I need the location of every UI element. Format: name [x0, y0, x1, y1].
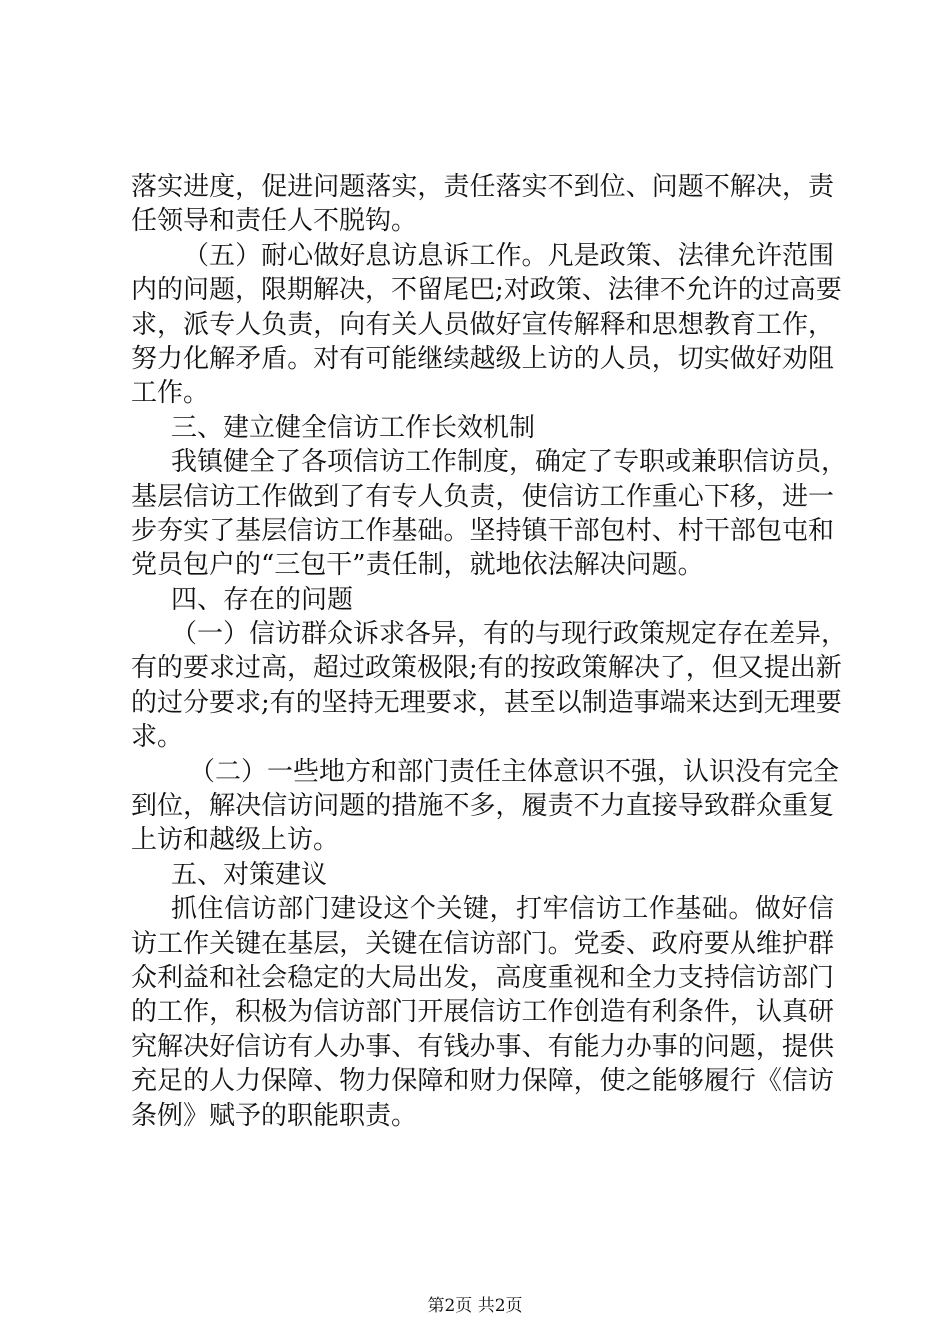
body-text-line: 党员包户的“三包干”责任制，就地依法解决问题。	[131, 550, 704, 581]
body-text-line: 上访和越级上访。	[131, 825, 340, 856]
body-text-line: 访工作关键在基层，关键在信访部门。党委、政府要从维护群	[131, 928, 834, 959]
section-heading: 三、建立健全信访工作长效机制	[171, 412, 536, 443]
body-text-line: 充足的人力保障、物力保障和财力保障，使之能够履行《信访	[131, 1066, 834, 1097]
body-text-line: 基层信访工作做到了有专人负责，使信访工作重心下移，进一	[131, 481, 834, 512]
body-text-line: 的工作，积极为信访部门开展信访工作创造有利条件，认真研	[131, 997, 834, 1028]
body-text-line: 努力化解矛盾。对有可能继续越级上访的人员，切实做好劝阻	[131, 343, 834, 374]
body-text-line: 的过分要求;有的坚持无理要求，甚至以制造事端来达到无理要	[131, 687, 842, 718]
body-text-line: 有的要求过高，超过政策极限;有的按政策解决了，但又提出新	[131, 653, 842, 684]
body-text-line: 求，派专人负责，向有关人员做好宣传解释和思想教育工作，	[131, 309, 834, 340]
body-text-line: 内的问题，限期解决，不留尾巴;对政策、法律不允许的过高要	[131, 275, 842, 306]
body-text-line: 究解决好信访有人办事、有钱办事、有能力办事的问题，提供	[131, 1031, 834, 1062]
body-text-line: 到位，解决信访问题的措施不多，履责不力直接导致群众重复	[131, 791, 834, 822]
section-heading: 五、对策建议	[171, 859, 328, 890]
body-text-line: 条例》赋予的职能职责。	[131, 1100, 418, 1131]
body-text-line: 步夯实了基层信访工作基础。坚持镇干部包村、村干部包屯和	[131, 515, 834, 546]
body-text-line: 任领导和责任人不脱钩。	[131, 206, 418, 237]
page-number-footer: 第2页 共2页	[427, 1296, 523, 1316]
section-heading: 四、存在的问题	[171, 584, 354, 615]
body-text-line: 众利益和社会稳定的大局出发，高度重视和全力支持信访部门	[131, 962, 834, 993]
body-text-line: 抓住信访部门建设这个关键，打牢信访工作基础。做好信	[171, 894, 834, 925]
document-body	[131, 170, 848, 1133]
body-text-line: 工作。	[131, 378, 210, 409]
body-text-line: 我镇健全了各项信访工作制度，确定了专职或兼职信访员，	[171, 447, 848, 478]
body-text-line: 求。	[131, 722, 184, 753]
paragraph-heading-line: （一）信访群众诉求各异，有的与现行政策规定存在差异，	[171, 619, 848, 650]
body-text-line: 落实进度，促进问题落实，责任落实不到位、问题不解决，责	[131, 172, 834, 202]
paragraph-heading-line: （二）一些地方和部门责任主体意识不强，认识没有完全	[189, 756, 840, 787]
paragraph-heading-line: （五）耐心做好息访息诉工作。凡是政策、法律允许范围	[183, 240, 834, 271]
